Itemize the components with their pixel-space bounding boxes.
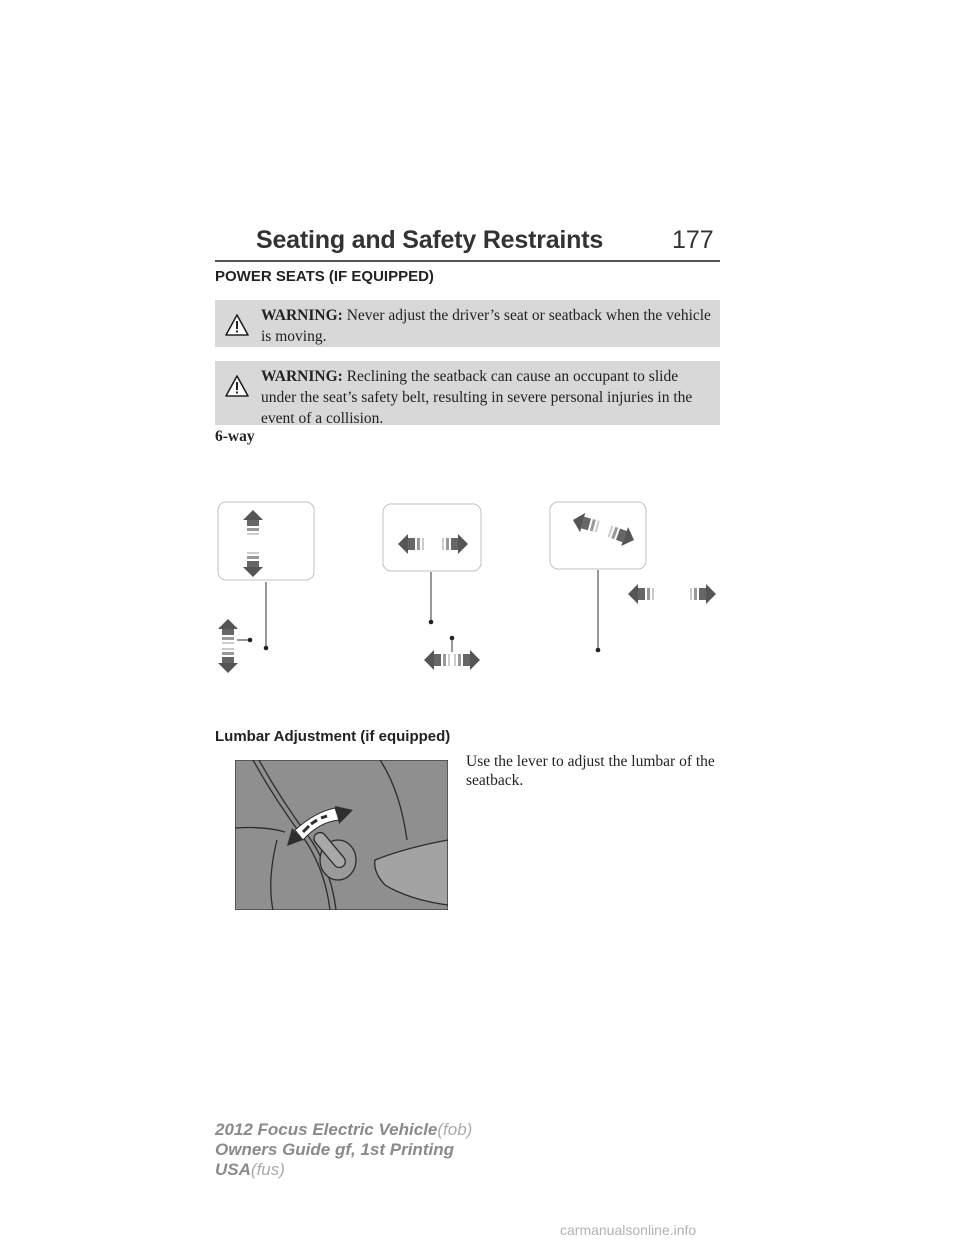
- warning-label: WARNING:: [261, 368, 343, 385]
- footer-guide: Owners Guide gf, 1st Printing: [215, 1140, 454, 1159]
- footer-vehicle: 2012 Focus Electric Vehicle: [215, 1120, 438, 1139]
- footer-market-code: (fus): [250, 1160, 285, 1179]
- warning-box-2: [215, 361, 720, 425]
- footer-line-1: [215, 1120, 472, 1139]
- warning-triangle-icon: [225, 314, 249, 336]
- footer-line-3: [215, 1160, 285, 1179]
- warning-triangle-icon: [225, 375, 249, 397]
- warning-body: Reclining the seatback can cause an occupant to slide under the seat’s safety belt, resulting in severe personal injuries in the event of a collision.: [261, 368, 693, 427]
- warning-text: [261, 366, 712, 429]
- six-way-seat-diagram: [210, 490, 730, 680]
- footer-line-2: [215, 1140, 454, 1159]
- lumbar-title: Lumbar Adjustment (if equipped): [215, 728, 451, 745]
- watermark: carmanualsonline.info: [560, 1222, 697, 1238]
- footer-market: USA: [215, 1160, 251, 1179]
- subheading-6-way: 6-way: [215, 428, 255, 445]
- running-header-title: Seating and Safety Restraints: [256, 226, 604, 254]
- section-title: POWER SEATS (IF EQUIPPED): [215, 268, 434, 285]
- header-divider: [215, 260, 720, 262]
- lumbar-lever-illustration: [235, 760, 448, 910]
- warning-body: Never adjust the driver’s seat or seatback when the vehicle is moving.: [261, 307, 711, 345]
- fore-aft-control-box: [383, 504, 481, 571]
- warning-text: [215, 300, 720, 352]
- vertical-control-box: [218, 502, 314, 580]
- lumbar-description: Use the lever to adjust the lumbar of the seatback.: [466, 753, 715, 789]
- arrow-up-down-small-icon: [218, 619, 238, 673]
- footer-code: (fob): [437, 1120, 473, 1139]
- warning-box-1: [215, 300, 720, 347]
- arrow-recline-small-icon: [628, 584, 716, 604]
- warning-label: WARNING:: [261, 307, 343, 324]
- page-number: 177: [672, 226, 714, 254]
- arrow-combined-small-icon: [424, 650, 480, 670]
